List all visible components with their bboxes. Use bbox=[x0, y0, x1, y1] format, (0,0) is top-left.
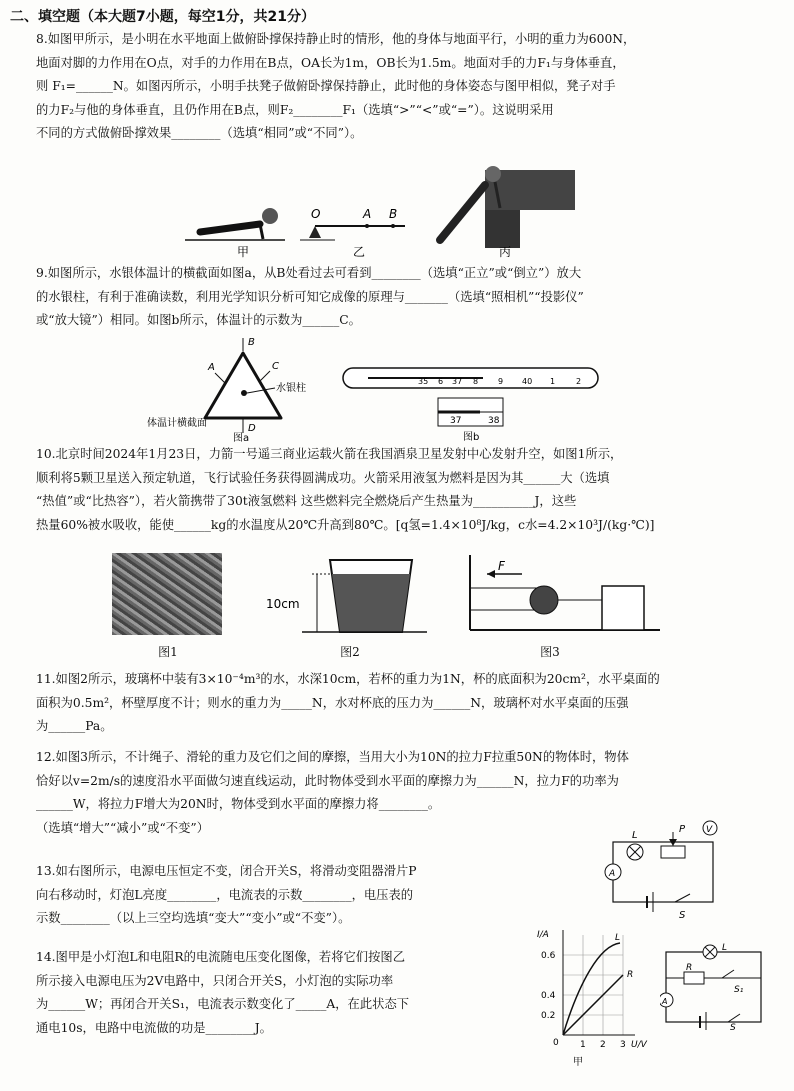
question-10 bbox=[36, 443, 776, 537]
tick-37: 37 bbox=[452, 377, 463, 386]
q14-line-1: 14.图甲是小灯泡L和电阻R的电流随电压变化图像，若将它们按图乙 bbox=[36, 950, 405, 964]
question-13 bbox=[36, 860, 556, 931]
label-C-a: C bbox=[272, 361, 279, 372]
fig3-pulley bbox=[462, 550, 662, 645]
label-depth: 10cm bbox=[266, 597, 300, 611]
graph-xtick-2: 2 bbox=[600, 1040, 606, 1050]
label-mercury: 水银柱 bbox=[276, 383, 306, 394]
label-A-14: A bbox=[662, 997, 668, 1006]
q10-line-3: “热值”或“比热容”），若火箭携带了30t液氢燃料 这些燃料完全燃烧后产生热量为__________J，这些 bbox=[36, 494, 577, 508]
q14-line-4: 通电10s，电路中电流做的功是________J。 bbox=[36, 1020, 272, 1035]
label-S-13: S bbox=[679, 910, 686, 920]
tick-8: 8 bbox=[473, 377, 479, 386]
q9-figure-a bbox=[145, 333, 315, 443]
label-S-14: S bbox=[730, 1023, 736, 1030]
label-B-a: B bbox=[248, 337, 255, 348]
q14-graph bbox=[535, 925, 655, 1075]
graph-label-L: L bbox=[615, 933, 621, 943]
q12-line-2: 恰好以v=2m/s的速度沿水平面做匀速直线运动，此时物体受到水平面的摩擦力为______N，拉力F的功率为 bbox=[36, 773, 619, 788]
graph-xlabel: U/V bbox=[631, 1040, 647, 1050]
figure-jia-pushup bbox=[185, 208, 285, 240]
q11-line-2: 面积为0.5m²，杯壁厚度不计；则水的重力为_____N，水对杯底的压力为______N，玻璃杯对水平桌面的压强 bbox=[36, 695, 629, 710]
q8-line-1: 8.如图甲所示，是小明在水平地面上做俯卧撑保持静止时的情形，他的身体与地面平行，小明的重力为600N， bbox=[36, 32, 636, 46]
figure-bing-stool bbox=[440, 166, 575, 248]
caption-fig-b: 图b bbox=[463, 432, 480, 443]
tick-2: 2 bbox=[576, 377, 582, 386]
q14-line-2: 所示接入电源电压为2V电路中，只闭合开关S，小灯泡的实际功率 bbox=[36, 973, 394, 988]
q13-line-2: 向右移动时，灯泡L亮度________，电流表的示数________，电压表的 bbox=[36, 887, 414, 902]
label-O: O bbox=[311, 207, 321, 221]
figure-yi-lever bbox=[300, 224, 405, 240]
tick-35: 35 bbox=[418, 377, 429, 386]
label-P-13: P bbox=[679, 824, 686, 835]
q8-line-5: 不同的方式做俯卧撑效果________（选填“相同”或“不同”）。 bbox=[36, 126, 363, 140]
label-A-13: A bbox=[609, 869, 616, 879]
label-L-14: L bbox=[722, 943, 728, 953]
question-9 bbox=[36, 262, 776, 333]
caption-fig1: 图1 bbox=[158, 645, 178, 659]
q12-line-1: 12.如图3所示，不计绳子、滑轮的重力及它们之间的摩擦，当用大小为10N的拉力F拉重50N的物体时，物体 bbox=[36, 750, 629, 764]
label-V-13: V bbox=[706, 825, 713, 835]
question-14 bbox=[36, 946, 536, 1040]
caption-fig-a: 图a bbox=[233, 433, 250, 443]
q10-line-1: 10.北京时间2024年1月23日，力箭一号遥三商业运载火箭在我国酒泉卫星发射中心发射升空，如图1所示， bbox=[36, 447, 623, 461]
zoom-tick-38: 38 bbox=[488, 416, 500, 426]
label-section: 体温计横截面 bbox=[147, 418, 207, 429]
label-yi: 乙 bbox=[353, 245, 366, 259]
label-bing: 丙 bbox=[499, 245, 512, 259]
label-R-14: R bbox=[686, 963, 693, 973]
q11-line-3: 为______Pa。 bbox=[36, 719, 113, 733]
q14-circuit bbox=[660, 940, 770, 1030]
fig2-glass bbox=[262, 550, 432, 645]
label-L-13: L bbox=[632, 830, 638, 841]
q10-line-2: 顺利将5颗卫星送入预定轨道，飞行试验任务获得圆满成功。火箭采用液氢为燃料是因为其______大（选填 bbox=[36, 470, 610, 485]
q13-line-3: 示数________（以上三空均选填“变大”“变小”或“不变”）。 bbox=[36, 911, 351, 925]
graph-ylabel: I/A bbox=[537, 930, 549, 940]
q9-figure-b bbox=[338, 360, 608, 445]
q9-line-1: 9.如图所示，水银体温计的横截面如图a，从B处看过去可看到________（选填“正立”或“倒立”）放大 bbox=[36, 266, 582, 280]
fig1-rocket-photo bbox=[112, 553, 222, 635]
label-S1-14: S₁ bbox=[734, 985, 744, 995]
q9-line-3: 或“放大镜”）相同。如图b所示，体温计的示数为______C。 bbox=[36, 313, 361, 327]
q13-circuit bbox=[595, 820, 735, 920]
tick-1: 1 bbox=[550, 377, 556, 386]
question-11 bbox=[36, 668, 776, 739]
q12-line-3: ______W，将拉力F增大为20N时，物体受到水平面的摩擦力将________。 bbox=[36, 797, 441, 811]
zoom-tick-37: 37 bbox=[450, 416, 462, 426]
question-8 bbox=[36, 28, 776, 146]
label-F: F bbox=[498, 559, 505, 573]
label-A: A bbox=[363, 207, 372, 221]
q13-line-1: 13.如右图所示，电源电压恒定不变，闭合开关S，将滑动变阻器滑片P bbox=[36, 864, 417, 878]
q11-line-1: 11.如图2所示，玻璃杯中装有3×10⁻⁴m³的水，水深10cm，若杯的重力为1N，杯的底面积为20cm²，水平桌面的 bbox=[36, 672, 660, 686]
tick-6: 6 bbox=[438, 377, 444, 386]
graph-ytick-02: 0.2 bbox=[541, 1011, 556, 1021]
q14-line-3: 为______W；再闭合开关S₁，电流表示数变化了_____A，在此状态下 bbox=[36, 997, 410, 1011]
graph-ytick-04: 0.4 bbox=[541, 991, 556, 1001]
q10-line-4: 热量60%被水吸收，能使______kg的水温度从20℃升高到80℃。[q氢=1.4×10⁸J/kg，c水=4.2×10³J/(kg·℃)] bbox=[36, 517, 655, 532]
graph-label-R: R bbox=[627, 970, 634, 980]
label-B: B bbox=[389, 207, 398, 221]
q8-line-2: 地面对脚的力作用在O点，对手的力作用在B点，OA长为1m，OB长为1.5m。地面对手的力F₁与身体垂直， bbox=[36, 55, 625, 70]
q8-line-3: 则 F₁=______N。如图丙所示，小明手扶凳子做俯卧撑保持静止，此时他的身体姿态与图甲相似，凳子对手 bbox=[36, 79, 616, 93]
q9-line-2: 的水银柱，有利于准确读数，利用光学知识分析可知它成像的原理与_______（选填“照相机”“投影仪” bbox=[36, 289, 584, 304]
tick-9: 9 bbox=[498, 377, 504, 386]
q8-figures bbox=[175, 160, 605, 260]
graph-ytick-06: 0.6 bbox=[541, 951, 556, 961]
graph-xtick-1: 1 bbox=[580, 1040, 586, 1050]
label-A-a: A bbox=[208, 362, 215, 373]
graph-caption: 甲 bbox=[573, 1057, 583, 1068]
caption-fig2: 图2 bbox=[340, 645, 360, 659]
q12-line-4: （选填“增大”“减小”或“不变”） bbox=[36, 820, 209, 835]
caption-fig3: 图3 bbox=[540, 645, 560, 659]
section-title: 二、填空题（本大题7小题，每空1分，共21分） bbox=[10, 9, 315, 25]
tick-40: 40 bbox=[522, 377, 533, 386]
label-D-a: D bbox=[248, 423, 256, 434]
graph-xtick-3: 3 bbox=[620, 1040, 626, 1050]
graph-ytick-0: 0 bbox=[553, 1038, 559, 1048]
q8-line-4: 的力F₂与他的身体垂直，且仍作用在B点，则F₂________F₁（选填“>”“<”或“=”）。这说明采用 bbox=[36, 102, 554, 117]
label-jia: 甲 bbox=[237, 245, 250, 259]
